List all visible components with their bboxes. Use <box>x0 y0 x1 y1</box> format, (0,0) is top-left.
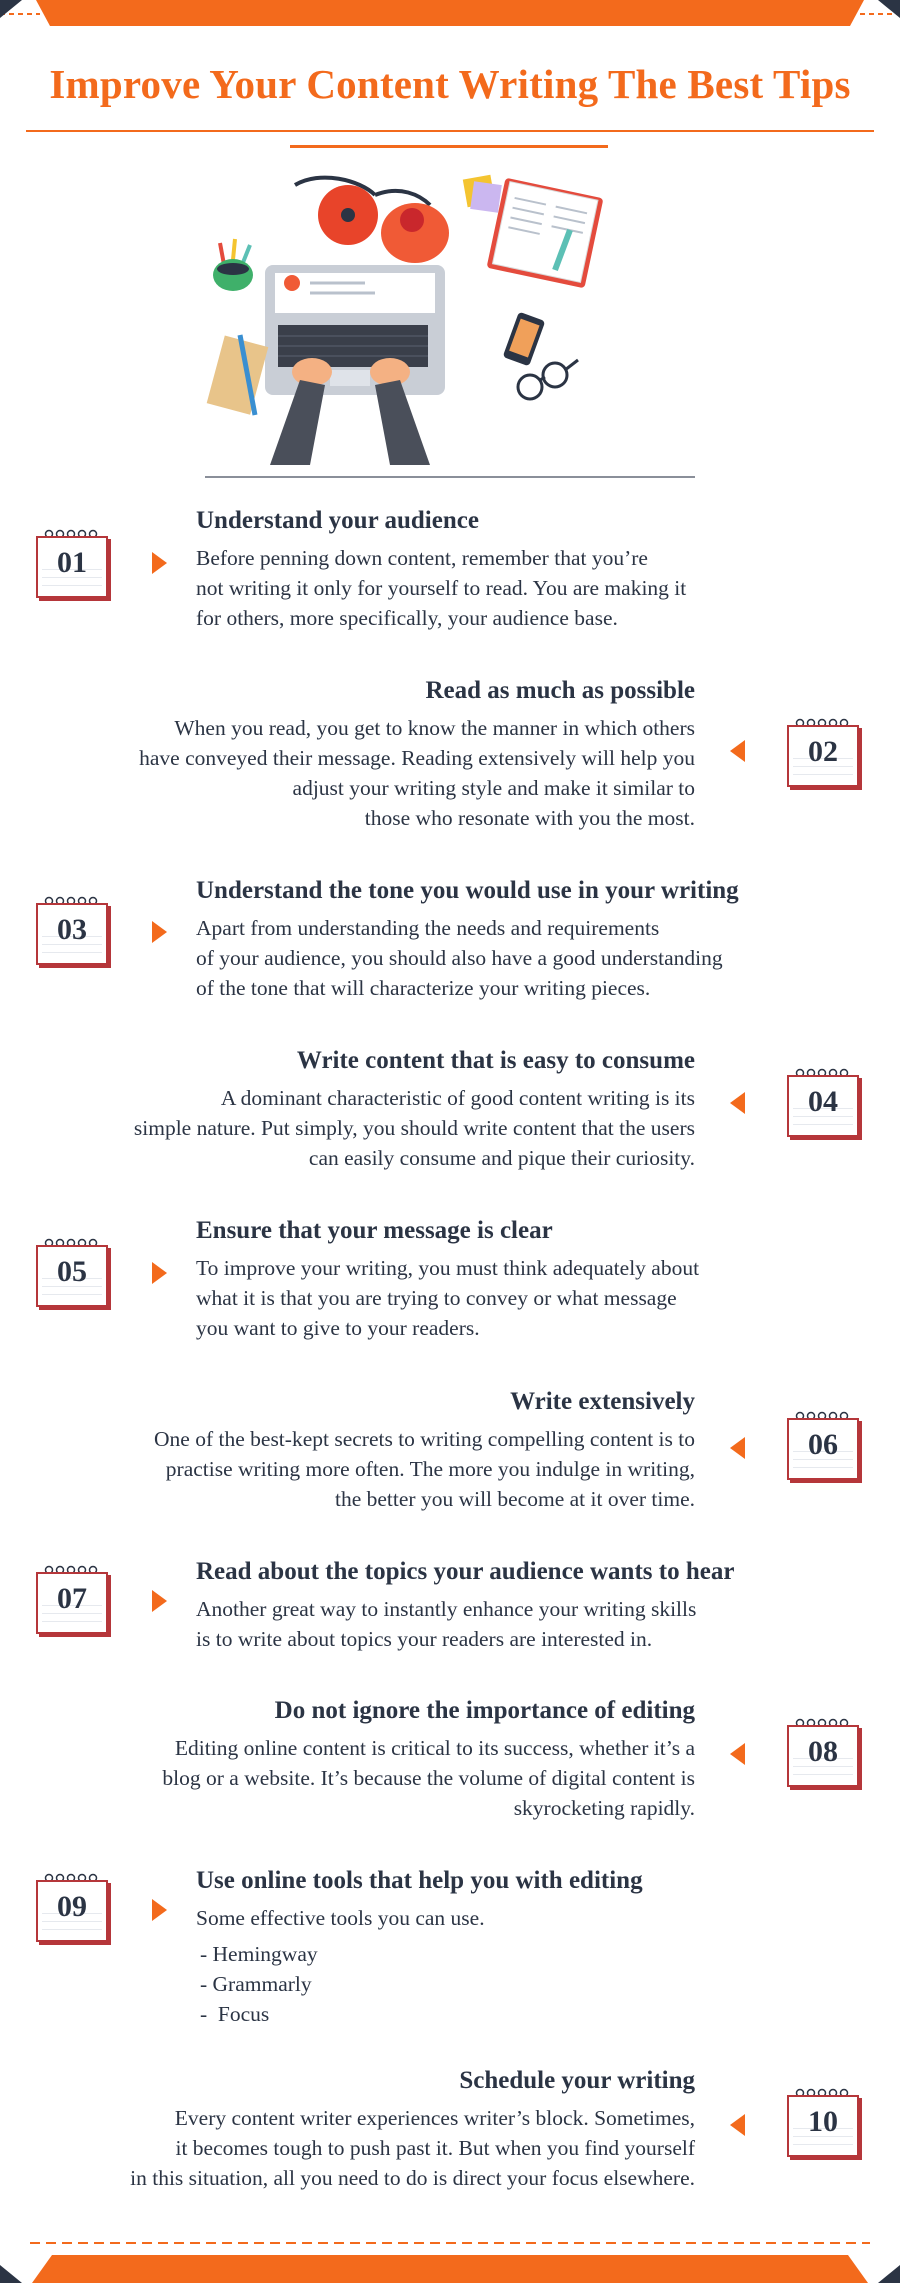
tip-number: 08 <box>808 1735 838 1768</box>
notebook-icon <box>487 178 604 289</box>
arrow-left-icon <box>730 1437 745 1459</box>
tip-number: 07 <box>57 1582 87 1615</box>
tip-body: Before penning down content, remember that you’re not writing it only for yourself to read. You are making it for others, more specifically, your audience base. <box>196 546 687 630</box>
lamp-icon <box>295 178 449 263</box>
tip-body: One of the best-kept secrets to writing compelling content is to practise writing more often. The more you indulge in writing, the better you will become at it over time. <box>154 1427 695 1511</box>
title-underline <box>290 145 608 148</box>
calendar-icon <box>36 1872 108 1942</box>
tip-title: Understand your audience <box>196 507 479 534</box>
tip-body: Apart from understanding the needs and requirements of your audience, you should also have a good understanding of the tone that will characterize your writing pieces. <box>196 916 723 1000</box>
tip-title: Ensure that your message is clear <box>196 1217 553 1244</box>
calendar-icon <box>787 1410 859 1480</box>
tip-body: Every content writer experiences writer’s block. Sometimes, it becomes tough to push past it. But when you find yourself in this situation, all you need to do is direct your focus elsewhere. <box>130 2106 695 2190</box>
sticky-notes-icon <box>463 175 502 213</box>
arrow-right-icon <box>152 921 167 943</box>
calendar-icon <box>36 528 108 598</box>
top-banner <box>0 0 900 30</box>
tip-number: 10 <box>808 2105 838 2138</box>
pencil-cup-icon <box>213 239 253 291</box>
tip-body: Some effective tools you can use. <box>196 1906 485 1930</box>
arrow-left-icon <box>730 740 745 762</box>
calendar-icon <box>787 2087 859 2157</box>
calendar-icon <box>787 717 859 787</box>
tip-title: Do not ignore the importance of editing <box>274 1697 695 1724</box>
calendar-icon <box>787 1717 859 1787</box>
arrow-right-icon <box>152 552 167 574</box>
tip-body: A dominant characteristic of good content writing is its simple nature. Put simply, you should write content that the users can easily consume and pique their curiosity. <box>133 1086 695 1170</box>
tip-body: To improve your writing, you must think adequately about what it is that you are trying to convey or what message you want to give to your readers. <box>196 1256 700 1340</box>
tip-number: 02 <box>808 735 838 768</box>
page-title: Improve Your Content Writing The Best Tips <box>49 61 851 107</box>
tip-body: Another great way to instantly enhance your writing skills is to write about topics your readers are interested in. <box>196 1597 697 1651</box>
tip-title: Understand the tone you would use in your writing <box>196 877 739 904</box>
calendar-icon <box>36 895 108 965</box>
tool-item: - Focus <box>200 2002 270 2026</box>
tip-title: Read about the topics your audience wants to hear <box>196 1558 735 1585</box>
tip-title: Write extensively <box>510 1388 695 1415</box>
calendar-icon <box>36 1237 108 1307</box>
tip-number: 03 <box>57 913 87 946</box>
tip-body: Editing online content is critical to its success, whether it’s a blog or a website. It’s because the volume of digital content is skyrocketing rapidly. <box>162 1736 695 1820</box>
tool-item: - Hemingway <box>200 1942 318 1966</box>
tip-number: 05 <box>57 1255 87 1288</box>
tip-title: Schedule your writing <box>459 2067 695 2094</box>
tip-number: 06 <box>808 1428 838 1461</box>
arrow-right-icon <box>152 1590 167 1612</box>
tip-number: 04 <box>808 1085 838 1118</box>
title-rule <box>26 130 874 132</box>
glasses-icon <box>518 360 578 399</box>
hero-illustration <box>200 165 700 480</box>
arrow-right-icon <box>152 1262 167 1284</box>
tool-item: - Grammarly <box>200 1972 312 1996</box>
phone-icon <box>503 312 546 367</box>
calendar-icon <box>36 1564 108 1634</box>
arrow-left-icon <box>730 1743 745 1765</box>
calendar-icon <box>787 1067 859 1137</box>
tip-title: Use online tools that help you with editing <box>196 1867 643 1894</box>
envelope-icon <box>207 335 269 415</box>
tip-title: Write content that is easy to consume <box>296 1047 695 1074</box>
arrow-right-icon <box>152 1899 167 1921</box>
tip-title: Read as much as possible <box>425 677 695 704</box>
bottom-banner <box>0 2235 900 2283</box>
tip-body: When you read, you get to know the manner in which others have conveyed their message. Reading extensively will help you adjust your writing style and make it similar to those who resonate with you the most. <box>139 716 695 830</box>
tip-number: 09 <box>57 1890 87 1923</box>
arrow-left-icon <box>730 1092 745 1114</box>
tools-list <box>200 1939 318 2029</box>
arrow-left-icon <box>730 2114 745 2136</box>
tip-number: 01 <box>57 546 87 579</box>
